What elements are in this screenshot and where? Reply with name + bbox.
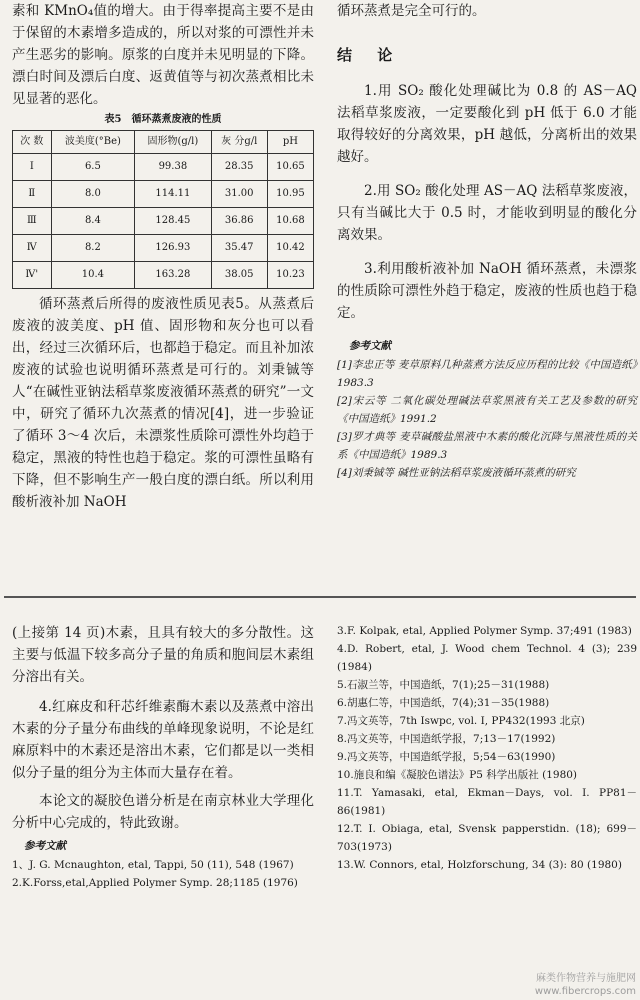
left-column-top <box>12 0 314 513</box>
right-column-bottom <box>337 622 637 874</box>
reference-item: 13.W. Connors, etal, Holzforschung, 34 (3): 80 (1980) <box>337 859 622 871</box>
table-cell: Ⅳ' <box>13 262 52 289</box>
conclusion-item-2: 2.用 SO₂ 酸化处理 AS－AQ 法稻草浆废液，只有当碱比大于 0.5 时，才能收到明显的酸化分离效果。 <box>337 183 637 243</box>
reference-item: 4.D. Robert, etal, J. Wood chem Technol. 4 (3); 239 (1984) <box>337 643 637 673</box>
reference-item: 3.F. Kolpak, etal, Applied Polymer Symp. 37;491 (1983) <box>337 625 632 637</box>
table-cell: 28.35 <box>211 154 267 181</box>
references-heading: 参考文献 <box>24 840 66 852</box>
conclusion-item-1: 1.用 SO₂ 酸化处理碱比为 0.8 的 AS－AQ 法稻草浆废液，一定要酸化到 pH 低于 6.0 才能取得较好的分离效果，pH 越低，分离析出的效果越好。 <box>337 83 637 165</box>
watermark-line-2: www.fibercrops.com <box>534 986 636 997</box>
references-heading: 参考文献 <box>349 340 391 352</box>
table-cell: 10.95 <box>267 181 313 208</box>
table-header-cell: 灰 分g/l <box>211 131 267 154</box>
reference-item: 9.冯文英等，中国造纸学报，5;54－63(1990) <box>337 751 556 763</box>
reference-item: 1、J. G. Mcnaughton, etal, Tappi, 50 (11), 548 (1967) <box>12 859 294 871</box>
table-row <box>13 262 314 289</box>
table-cell: 8.0 <box>51 181 135 208</box>
table-cell: 163.28 <box>135 262 211 289</box>
table-cell: 10.4 <box>51 262 135 289</box>
table-cell: 35.47 <box>211 235 267 262</box>
table-cell: 8.2 <box>51 235 135 262</box>
table-cell: 8.4 <box>51 208 135 235</box>
reference-item: 11.T. Yamasaki, etal, Ekman－Days, vol. I. PP81－86(1981) <box>337 787 637 817</box>
reference-item: 2.K.Forss,etal,Applied Polymer Symp. 28;1185 (1976) <box>12 877 298 889</box>
table-row <box>13 235 314 262</box>
data-table <box>12 130 314 289</box>
paragraph-acknowledgement: 本论文的凝胶色谱分析是在南京林业大学理化分析中心完成的，特此致谢。 <box>12 793 314 831</box>
paragraph-point-4: 4.红麻皮和秆芯纤维素酶木素以及蒸煮中溶出木素的分子量分布曲线的单峰现象说明，不论是红麻原料中的木素还是溶出木素，它们都是以一类相似分子量的组分为主体而大量存在着。 <box>12 699 314 781</box>
right-column-top <box>337 0 637 482</box>
table-cell: 128.45 <box>135 208 211 235</box>
table-header-cell: 波美度(°Be) <box>51 131 135 154</box>
table-cell: 126.93 <box>135 235 211 262</box>
reference-item: 12.T. I. Obiaga, etal, Svensk papperstidn. (18); 699－703(1973) <box>337 823 637 853</box>
reference-item: 6.胡惠仁等，中国造纸，7(4);31－35(1988) <box>337 697 550 709</box>
conclusion-item-3: 3.利用酸析液补加 NaOH 循环蒸煮，未漂浆的性质除可漂性外趋于稳定，废液的性质也趋于稳定。 <box>337 261 637 321</box>
table-row <box>13 208 314 235</box>
paragraph-results: 素和 KMnO₄值的增大。由于得率提高主要不是由于保留的木素增多造成的，所以对浆的可漂性并未产生恶劣的影响。原浆的白度并未见明显的下降。漂白时间及漂后白度、返黄值等与初次蒸煮相比未见显著的恶化。 <box>12 3 314 107</box>
table-cell: 10.65 <box>267 154 313 181</box>
table-cell: Ⅱ <box>13 181 52 208</box>
table-cell: 10.23 <box>267 262 313 289</box>
table-cell: 10.68 <box>267 208 313 235</box>
table-cell: 31.00 <box>211 181 267 208</box>
reference-item: 10.施良和编《凝胶色谱法》P5 科学出版社 (1980) <box>337 769 578 781</box>
watermark-line-1: 麻类作物营养与施肥网 <box>536 973 636 984</box>
reference-item: [1]李忠正等 麦草原料几种蒸煮方法反应历程的比较《中国造纸》1983.3 <box>337 359 637 389</box>
reference-item: [4]刘秉铖等 碱性亚钠法稻草浆废液循环蒸煮的研究 <box>337 467 576 479</box>
table-cell: Ⅳ <box>13 235 52 262</box>
table-header-cell: 次 数 <box>13 131 52 154</box>
paragraph-cycle-cooking: 循环蒸煮后所得的废液性质见表5。从蒸煮后废液的波美度、pH 值、固形物和灰分也可以看出，经过三次循环后，也都趋于稳定。而且补加浓废液的试验也说明循环蒸煮是可行的。刘秉铖等人“在碱性亚钠法稻草浆废液循环蒸煮的研究”一文中，研究了循环九次蒸煮的情况[4]，进一步验证了循环 3～4 次后，未漂浆性质除可漂性外均趋于稳定，黑液的特性也趋于稳定。浆的可漂性虽略有下降，但不影响生产一般白度的漂白纸。所以利用酸析液补加 NaOH <box>12 296 314 510</box>
paragraph-continued: (上接第 14 页)木素，且具有较大的多分散性。这主要与低温下较多高分子量的角质和胞间层木素组分溶出有关。 <box>12 625 314 685</box>
article-divider <box>4 596 636 598</box>
table-cell: 10.42 <box>267 235 313 262</box>
table-header-cell: pH <box>267 131 313 154</box>
reference-item: 5.石淑兰等，中国造纸，7(1);25－31(1988) <box>337 679 550 691</box>
reference-item: 7.冯文英等，7th Iswpc, vol. I, PP432(1993 北京) <box>337 715 585 727</box>
table-cell: 36.86 <box>211 208 267 235</box>
left-column-bottom <box>12 622 314 892</box>
table-row <box>13 181 314 208</box>
table-cell: Ⅲ <box>13 208 52 235</box>
table-header-cell: 固形物(g/l) <box>135 131 211 154</box>
reference-item: [2]宋云等 二氧化碳处理碱法草浆黑液有关工艺及参数的研究《中国造纸》1991.2 <box>337 395 637 425</box>
table-row <box>13 154 314 181</box>
paragraph-continuation: 循环蒸煮是完全可行的。 <box>337 3 486 19</box>
table-cell: 114.11 <box>135 181 211 208</box>
reference-item: [3]罗才典等 麦草碱酸盐黑液中木素的酸化沉降与黑液性质的关系《中国造纸》1989.3 <box>337 431 637 461</box>
table-cell: 99.38 <box>135 154 211 181</box>
section-heading-conclusion: 结 论 <box>337 46 403 64</box>
table-cell: 38.05 <box>211 262 267 289</box>
table-caption: 表5 循环蒸煮废液的性质 <box>104 114 222 125</box>
site-watermark <box>535 972 636 998</box>
table-cell: 6.5 <box>51 154 135 181</box>
table-cell: Ⅰ <box>13 154 52 181</box>
reference-item: 8.冯文英等，中国造纸学报，7;13－17(1992) <box>337 733 556 745</box>
table-header-row <box>13 131 314 154</box>
